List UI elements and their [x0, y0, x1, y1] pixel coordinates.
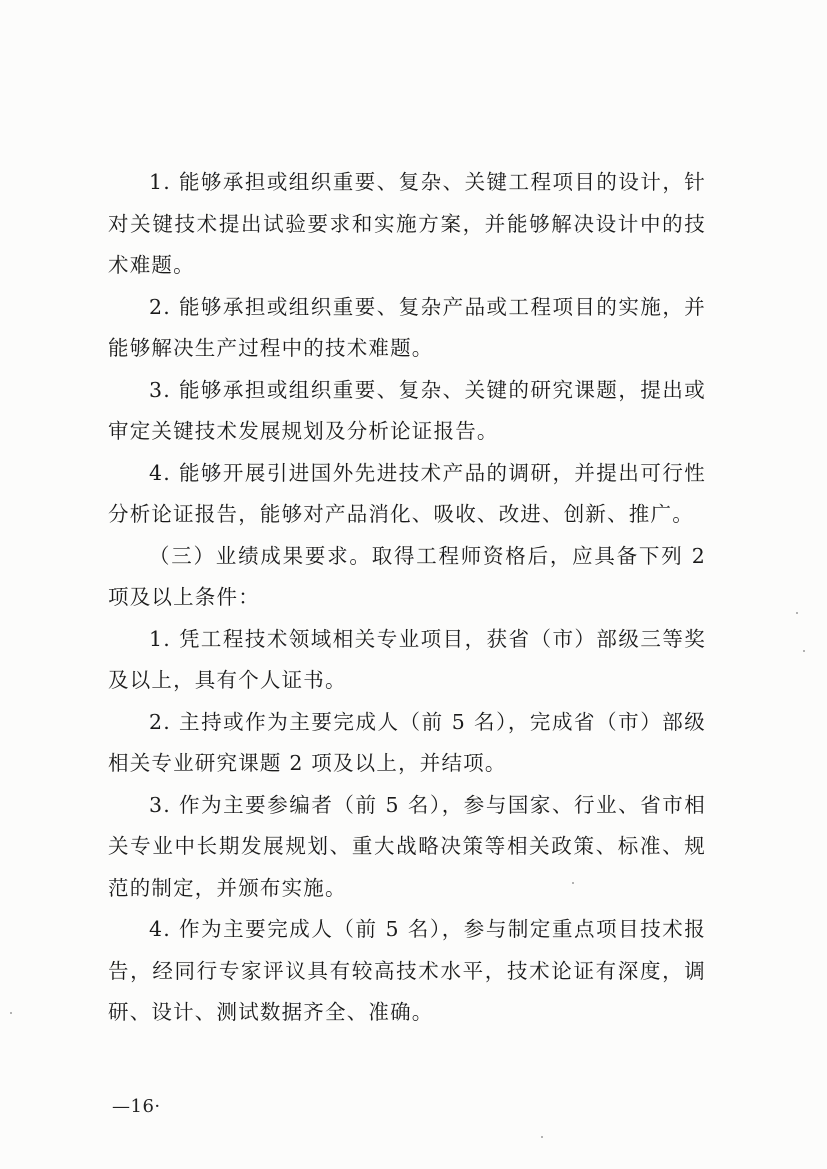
paragraph-policy-standard-condition: 3. 作为主要参编者（前 5 名），参与国家、行业、省市相关专业中长期发展规划、重大战略决策等相关政策、标准、规范的制定，并颁布实施。 — [108, 792, 706, 900]
paragraph-award-condition: 1. 凭工程技术领域相关专业项目，获省（市）部级三等奖及以上，具有个人证书。 — [108, 626, 706, 692]
scan-speck — [572, 882, 574, 884]
section-heading-performance-requirements: （三）业绩成果要求。取得工程师资格后，应具备下列 2 项及以上条件： — [108, 543, 706, 609]
scan-speck — [541, 1136, 543, 1138]
paragraph-technology-introduction: 4. 能够开展引进国外先进技术产品的调研，并提出可行性分析论证报告，能够对产品消化、吸收、改进、创新、推广。 — [108, 460, 706, 526]
paragraph-implementation-capability: 2. 能够承担或组织重要、复杂产品或工程项目的实施，并能够解决生产过程中的技术难题。 — [108, 294, 706, 360]
scan-speck — [803, 650, 805, 652]
scan-speck — [796, 612, 798, 614]
page-number: —16· — [112, 1096, 161, 1117]
document-body — [108, 162, 706, 1034]
paragraph-design-capability: 1. 能够承担或组织重要、复杂、关键工程项目的设计，针对关键技术提出试验要求和实施方案，并能够解决设计中的技术难题。 — [108, 170, 706, 277]
paragraph-research-project-condition: 2. 主持或作为主要完成人（前 5 名），完成省（市）部级相关专业研究课题 2 项及以上，并结项。 — [108, 709, 706, 775]
scan-speck — [10, 1012, 12, 1014]
paragraph-technical-report-condition: 4. 作为主要完成人（前 5 名），参与制定重点项目技术报告，经同行专家评议具有较高技术水平，技术论证有深度，调研、设计、测试数据齐全、准确。 — [108, 917, 706, 1024]
paragraph-research-capability: 3. 能够承担或组织重要、复杂、关键的研究课题，提出或审定关键技术发展规划及分析论证报告。 — [108, 377, 706, 443]
